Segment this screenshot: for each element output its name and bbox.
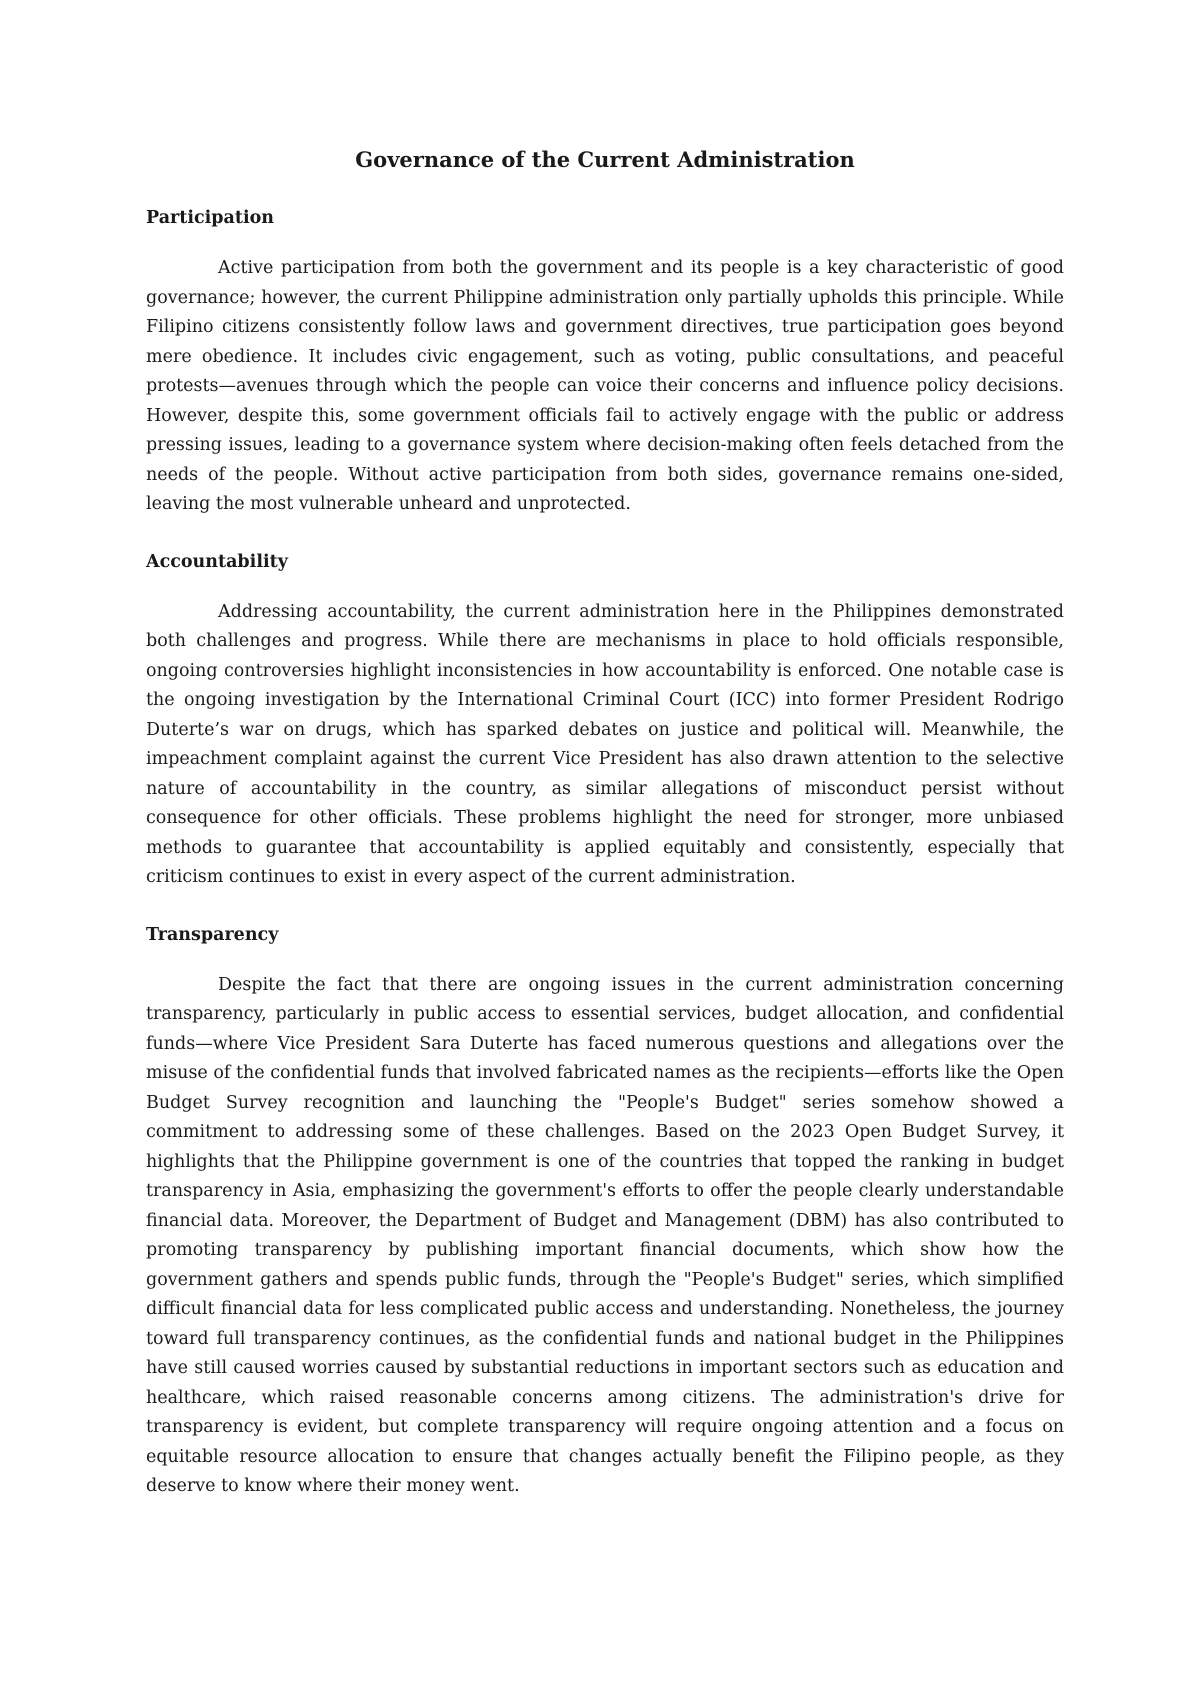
section-transparency — [146, 923, 1064, 1502]
document-title: Governance of the Current Administration — [355, 147, 855, 172]
section-paragraph: Active participation from both the government and its people is a key characteristic of good governance; however, the current Philippine administration only partially upholds this principle. While Filipino citizens consistently follow laws and government directives, true participation goes beyond mere obedience. It includes civic engagement, such as voting, public consultations, and peaceful protests—avenues through which the people can voice their concerns and influence policy decisions. However, despite this, some government officials fail to actively engage with the public or address pressing issues, leading to a governance system where decision-making often feels detached from the needs of the people. Without active participation from both sides, governance remains one-sided, leaving the most vulnerable unheard and unprotected. — [146, 258, 1064, 514]
section-heading: Participation — [146, 208, 274, 228]
section-heading: Transparency — [146, 924, 279, 945]
section-accountability — [146, 550, 1064, 893]
document-content — [146, 146, 1064, 1532]
section-paragraph: Despite the fact that there are ongoing issues in the current administration concerning transparency, particularly in public access to essential services, budget allocation, and confidential funds—where Vice President Sara Duterte has faced numerous questions and allegations over the misuse of the confidential funds that involved fabricated names as the recipients—efforts like the Open Budget Survey recognition and launching the "People's Budget" series somehow showed a commitment to addressing some of these challenges. Based on the 2023 Open Budget Survey, it highlights that the Philippine government is one of the countries that topped the ranking in budget transparency in Asia, emphasizing the government's efforts to offer the people clearly understandable financial data. Moreover, the Department of Budget and Management (DBM) has also contributed to promoting transparency by publishing important financial documents, which show how the government gathers and spends public funds, through the "People's Budget" series, which simplified difficult financial data for less complicated public access and understanding. Nonetheless, the journey toward full transparency continues, as the confidential funds and national budget in the Philippines have still caused worries caused by substantial reductions in important sectors such as education and healthcare, which raised reasonable concerns among citizens. The administration's drive for transparency is evident, but complete transparency will require ongoing attention and a focus on equitable resource allocation to ensure that changes actually benefit the Filipino people, as they deserve to know where their money went. — [146, 974, 1064, 1496]
section-participation — [146, 206, 1064, 520]
section-heading: Accountability — [146, 551, 288, 572]
section-paragraph: Addressing accountability, the current administration here in the Philippines demonstrated both challenges and progress. While there are mechanisms in place to hold officials responsible, ongoing controversies highlight inconsistencies in how accountability is enforced. One notable case is the ongoing investigation by the International Criminal Court (ICC) into former President Rodrigo Duterte’s war on drugs, which has sparked debates on justice and political will. Meanwhile, the impeachment complaint against the current Vice President has also drawn attention to the selective nature of accountability in the country, as similar allegations of misconduct persist without consequence for other officials. These problems highlight the need for stronger, more unbiased methods to guarantee that accountability is applied equitably and consistently, especially that criticism continues to exist in every aspect of the current administration. — [146, 601, 1064, 887]
